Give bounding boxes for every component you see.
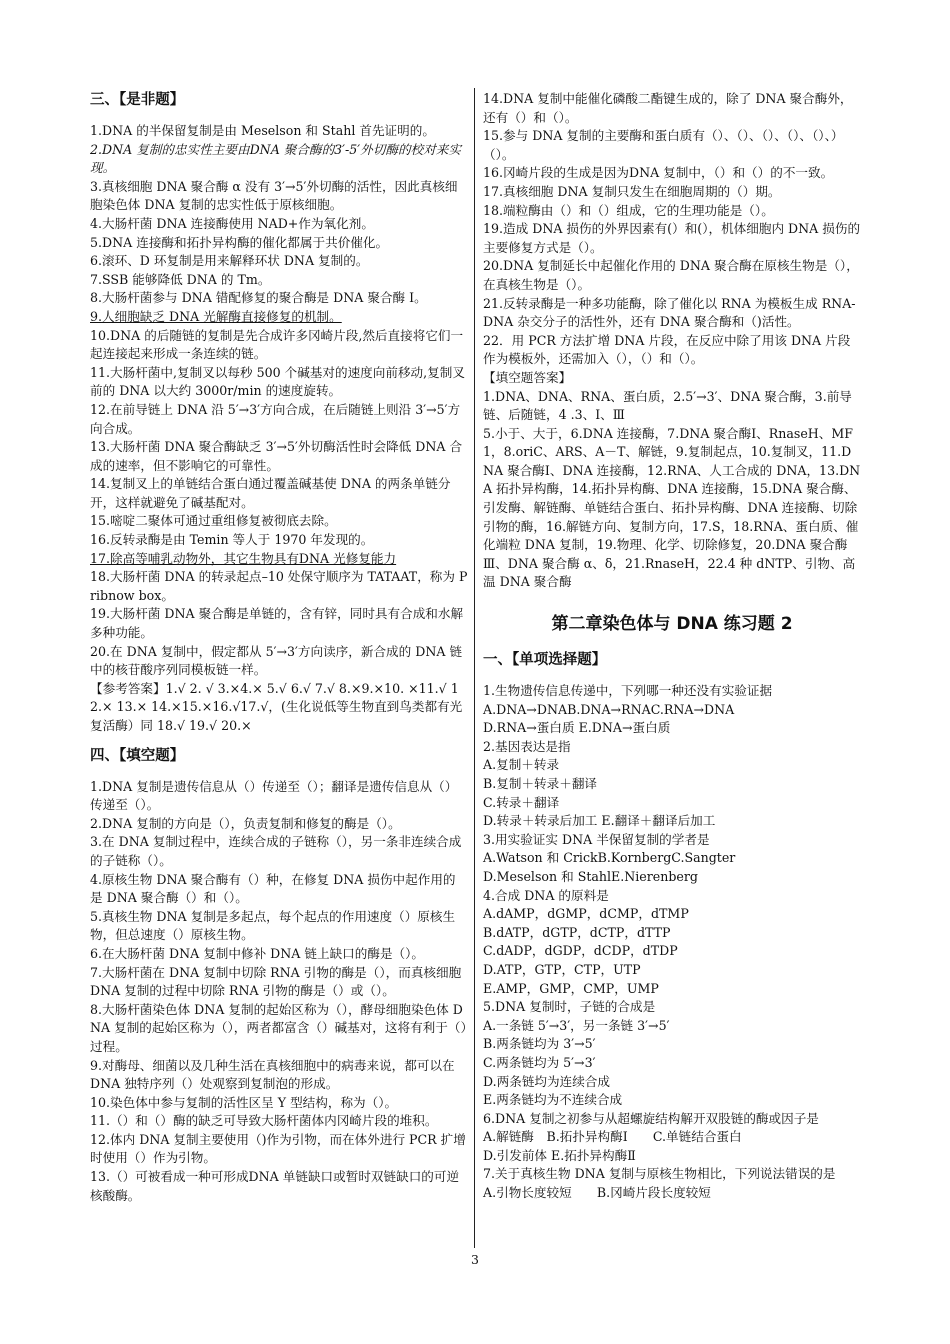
fill-item-17: 17.真核细胞 DNA 复制只发生在细胞周期的（）期。 bbox=[483, 183, 781, 199]
tf-answer-key: 【参考答案】1.√ 2. √ 3.×4.× 5.√ 6.√ 7.√ 8.×9.×10. ×11.√ 12.× 13.× 14.×15.×16.√17.√，(生化说低等生物直到鸟类都有光复活酶）同 18.√ 19.√ 20.× bbox=[90, 680, 463, 733]
tf-item-5: 5.DNA 连接酶和拓扑异构酶的催化都属于共价催化。 bbox=[90, 234, 389, 250]
page-number: 3 bbox=[471, 1252, 479, 1267]
fill-item-21: 21.反转录酶是一种多功能酶，除了催化以 RNA 为模板生成 RNA-DNA 杂交分子的活性外，还有 DNA 聚合酶和（)活性。 bbox=[483, 295, 856, 330]
chapter-title: 第二章染色体与 DNA 练习题 2 bbox=[551, 614, 793, 635]
fill-item-5: 5.真核生物 DNA 复制是多起点，每个起点的作用速度（）原核生物，但总速度（）原核生物。 bbox=[90, 908, 456, 943]
tf-item-11: 11.大肠杆菌中,复制叉以每秒 500 个碱基对的速度向前移动,复制叉前的 DNA 以大约 3000r/min 的速度旋转。 bbox=[90, 364, 465, 399]
mc-line-18: 5.DNA 复制时，子链的合成是 bbox=[483, 999, 656, 1015]
mc-line-17: E.AMP，GMP，CMP，UMP bbox=[483, 980, 659, 996]
mc-line-7: C.转录＋翻译 bbox=[483, 794, 560, 810]
fill-answer-2: 5.小于、大于，6.DNA 连接酶，7.DNA 聚合酶Ⅰ、RnaseH、MF1，8.oriC、ARS、A－T、解链，9.复制起点，10.复制叉，11.DNA 聚合酶Ⅰ、DNA 连接酶，12.RNA、人工合成的 DNA，13.DNA 拓扑异构酶，14.拓扑异构酶、DNA 连接酶，15.DNA 聚合酶、引发酶、解链酶、单链结合蛋白、拓扑异构酶、DNA 连接酶、切除引物的酶，16.解链方向、复制方向，17.S，18.RNA、蛋白质、催化端粒 DNA 复制，19.物理、化学、切除修复，20.DNA 聚合酶Ⅲ、DNA 聚合酶 α、δ，21.RnaseH，22.4 种 dNTP、引物、高温 DNA 聚合酶 bbox=[483, 425, 861, 590]
mc-line-2: A.DNA→DNAB.DNA→RNAC.RNA→DNA bbox=[483, 701, 735, 717]
mc-line-27: 7.关于真核生物 DNA 复制与原核生物相比，下列说法错误的是 bbox=[483, 1166, 836, 1182]
tf-item-9: 9.人细胞缺乏 DNA 光解酶直接修复的机制。 bbox=[90, 308, 342, 324]
mc-line-10: A.Watson 和 CrickB.KornbergC.Sangter bbox=[483, 850, 736, 866]
tf-item-19: 19.大肠杆菌 DNA 聚合酶是单链的，含有锌，同时具有合成和水解多种功能。 bbox=[90, 606, 464, 641]
mc-line-28: A.引物长度较短 B.冈崎片段长度较短 bbox=[483, 1185, 711, 1201]
fill-item-9: 9.对酶母、细菌以及几种生活在真核细胞中的病毒来说，都可以在 DNA 独特序列（）处观察到复制泡的形成。 bbox=[90, 1057, 455, 1092]
tf-item-14: 14.复制叉上的单链结合蛋白通过覆盖碱基使 DNA 的两条单链分开，这样就避免了碱基配对。 bbox=[90, 476, 451, 510]
mc-line-14: B.dATP，dGTP，dCTP，dTTP bbox=[483, 924, 671, 940]
left-column bbox=[90, 90, 468, 1205]
fill-item-1: 1.DNA 复制是遗传信息从（）传递至（）；翻译是遗传信息从（）传递至（）。 bbox=[90, 778, 458, 813]
fill-item-11: 11.（）和（）酶的缺乏可导致大肠杆菌体内冈崎片段的堆积。 bbox=[90, 1113, 438, 1129]
mc-line-5: A.复制＋转录 bbox=[483, 757, 560, 773]
fill-item-18: 18.端粒酶由（）和（）组成，它的生理功能是（）。 bbox=[483, 202, 774, 218]
tf-item-18: 18.大肠杆菌 DNA 的转录起点–10 处保守顺序为 TATAAT，称为 Pribnow box。 bbox=[90, 569, 468, 603]
column-divider bbox=[474, 88, 475, 1248]
fill-answer-1: 1.DNA、DNA、RNA、蛋白质，2.5′→3′、DNA 聚合酶，3.前导链、后随链，4 .3、I、Ⅲ bbox=[483, 388, 852, 423]
tf-item-7: 7.SSB 能够降低 DNA 的 Tm。 bbox=[90, 271, 271, 287]
fill-item-16: 16.冈崎片段的生成是因为DNA 复制中，（）和（）的不一致。 bbox=[483, 165, 834, 181]
mc-line-25: A.解链酶 B.拓扑异构酶Ⅰ C.单链结合蛋白 bbox=[483, 1129, 742, 1145]
mc-line-3: D.RNA→蛋白质 E.DNA→蛋白质 bbox=[483, 720, 671, 736]
fill-item-14: 14.DNA 复制中能催化磷酸二酯键生成的，除了 DNA 聚合酶外，还有（）和（）。 bbox=[483, 91, 853, 125]
fill-item-12: 12.体内 DNA 复制主要使用（)作为引物，而在体外进行 PCR 扩增时使用（）作为引物。 bbox=[90, 1131, 466, 1166]
tf-item-3: 3.真核细胞 DNA 聚合酶 α 没有 3′→5′外切酶的活性，因此真核细胞染色体 DNA 复制的忠实性低于原核细胞。 bbox=[90, 178, 458, 213]
fill-item-6: 6.在大肠杆菌 DNA 复制中修补 DNA 链上缺口的酶是（）。 bbox=[90, 945, 425, 961]
fill-item-4: 4.原核生物 DNA 聚合酶有（）种，在修复 DNA 损伤中起作用的是 DNA 聚合酶（）和（）。 bbox=[90, 871, 456, 906]
fill-item-8: 8.大肠杆菌染色体 DNA 复制的起始区称为（），酵母细胞染色体 DNA 复制的起始区称为（），两者都富含（）碱基对，这将有利于（）过程。 bbox=[90, 1001, 467, 1054]
mc-line-4: 2.基因表达是指 bbox=[483, 738, 571, 754]
fill-item-10: 10.染色体中参与复制的活性区呈 Y 型结构，称为（）。 bbox=[90, 1094, 398, 1110]
mc-line-19: A.一条链 5′→3′，另一条链 3′→5′ bbox=[483, 1017, 670, 1033]
fill-answer-heading: 【填空题答案】 bbox=[483, 369, 572, 385]
tf-item-15: 15.嘧啶二聚体可通过重组修复被彻底去除。 bbox=[90, 513, 337, 529]
section-true-false-title: 三、【是非题】 bbox=[90, 92, 185, 108]
fill-item-19: 19.造成 DNA 损伤的外界因素有(）和(），机体细胞内 DNA 损伤的主要修复方式是（）。 bbox=[483, 221, 861, 255]
tf-item-13: 13.大肠杆菌 DNA 聚合酶缺乏 3′→5′外切酶活性时会降低 DNA 合成的速率，但不影响它的可靠性。 bbox=[90, 439, 463, 473]
mc-line-26: D.引发前体 E.拓扑异构酶Ⅱ bbox=[483, 1147, 636, 1163]
fill-item-2: 2.DNA 复制的方向是（），负责复制和修复的酶是（）。 bbox=[90, 815, 401, 831]
mc-line-21: C.两条链均为 5′→3′ bbox=[483, 1054, 596, 1070]
mc-line-20: B.两条链均为 3′→5′ bbox=[483, 1036, 596, 1052]
tf-item-20: 20.在 DNA 复制中，假定都从 5′→3′方向读序，新合成的 DNA 链中的核苷酸序列同模板链一样。 bbox=[90, 643, 463, 678]
fill-item-15: 15.参与 DNA 复制的主要酶和蛋白质有（）、（）、（）、（）、（）、）（）。 bbox=[483, 128, 844, 162]
fill-item-20: 20.DNA 复制延长中起催化作用的 DNA 聚合酶在原核生物是（），在真核生物是（）。 bbox=[483, 258, 859, 292]
mc-line-22: D.两条链均为连续合成 bbox=[483, 1073, 610, 1089]
tf-item-12: 12.在前导链上 DNA 沿 5′→3′方向合成，在后随链上则沿 3′→5′方向合成。 bbox=[90, 401, 461, 436]
right-column bbox=[483, 90, 861, 1203]
tf-item-10: 10.DNA 的后随链的复制是先合成许多冈崎片段,然后直接将它们一起连接起来形成一条连续的链。 bbox=[90, 327, 464, 362]
section-fill-blank-title: 四、【填空题】 bbox=[90, 747, 185, 764]
tf-item-8: 8.大肠杆菌参与 DNA 错配修复的聚合酶是 DNA 聚合酶 I。 bbox=[90, 290, 427, 306]
mc-line-9: 3.用实验证实 DNA 半保留复制的学者是 bbox=[483, 831, 710, 847]
mc-line-11: D.Meselson 和 StahlE.Nierenberg bbox=[483, 868, 698, 884]
tf-item-6: 6.滚环、D 环复制是用来解释环状 DNA 复制的。 bbox=[90, 253, 369, 269]
fill-item-7: 7.大肠杆菌在 DNA 复制中切除 RNA 引物的酶是（），而真核细胞 DNA 复制的过程中切除 RNA 引物的酶是（）或（）。 bbox=[90, 964, 462, 999]
mc-line-13: A.dAMP，dGMP，dCMP，dTMP bbox=[483, 906, 689, 922]
mc-line-23: E.两条链均为不连续合成 bbox=[483, 1092, 623, 1108]
tf-item-4: 4.大肠杆菌 DNA 连接酶使用 NAD+作为氧化剂。 bbox=[90, 215, 374, 231]
mc-line-24: 6.DNA 复制之初参与从超螺旋结构解开双股链的酶或因子是 bbox=[483, 1110, 819, 1126]
section-multiple-choice-title: 一、【单项选择题】 bbox=[483, 652, 607, 669]
mc-line-16: D.ATP，GTP，CTP，UTP bbox=[483, 961, 641, 977]
tf-item-1: 1.DNA 的半保留复制是由 Meselson 和 Stahl 首先证明的。 bbox=[90, 123, 435, 138]
fill-item-13: 13.（）可被看成一种可形成DNA 单链缺口或暂时双链缺口的可逆核酸酶。 bbox=[90, 1169, 460, 1203]
tf-item-2: 2.DNA 复制的忠实性主要由DNA 聚合酶的3′-5′外切酶的校对来实现。 bbox=[90, 141, 461, 176]
mc-line-12: 4.合成 DNA 的原料是 bbox=[483, 887, 609, 903]
mc-line-15: C.dADP，dGDP，dCDP，dTDP bbox=[483, 943, 678, 959]
tf-item-17: 17.除高等哺乳动物外，其它生物具有DNA 光修复能力 bbox=[90, 550, 397, 566]
mc-line-6: B.复制＋转录＋翻译 bbox=[483, 776, 598, 791]
mc-line-8: D.转录＋转录后加工 E.翻译＋翻译后加工 bbox=[483, 813, 716, 829]
fill-item-22: 22．用 PCR 方法扩增 DNA 片段，在反应中除了用该 DNA 片段作为模板外，还需加入（），（）和（）。 bbox=[483, 332, 851, 367]
tf-item-16: 16.反转录酶是由 Temin 等人于 1970 年发现的。 bbox=[90, 532, 374, 548]
mc-line-1: 1.生物遗传信息传递中，下列哪一种还没有实验证据 bbox=[483, 683, 773, 699]
fill-item-3: 3.在 DNA 复制过程中，连续合成的子链称（），另一条非连续合成的子链称（）。 bbox=[90, 834, 462, 868]
